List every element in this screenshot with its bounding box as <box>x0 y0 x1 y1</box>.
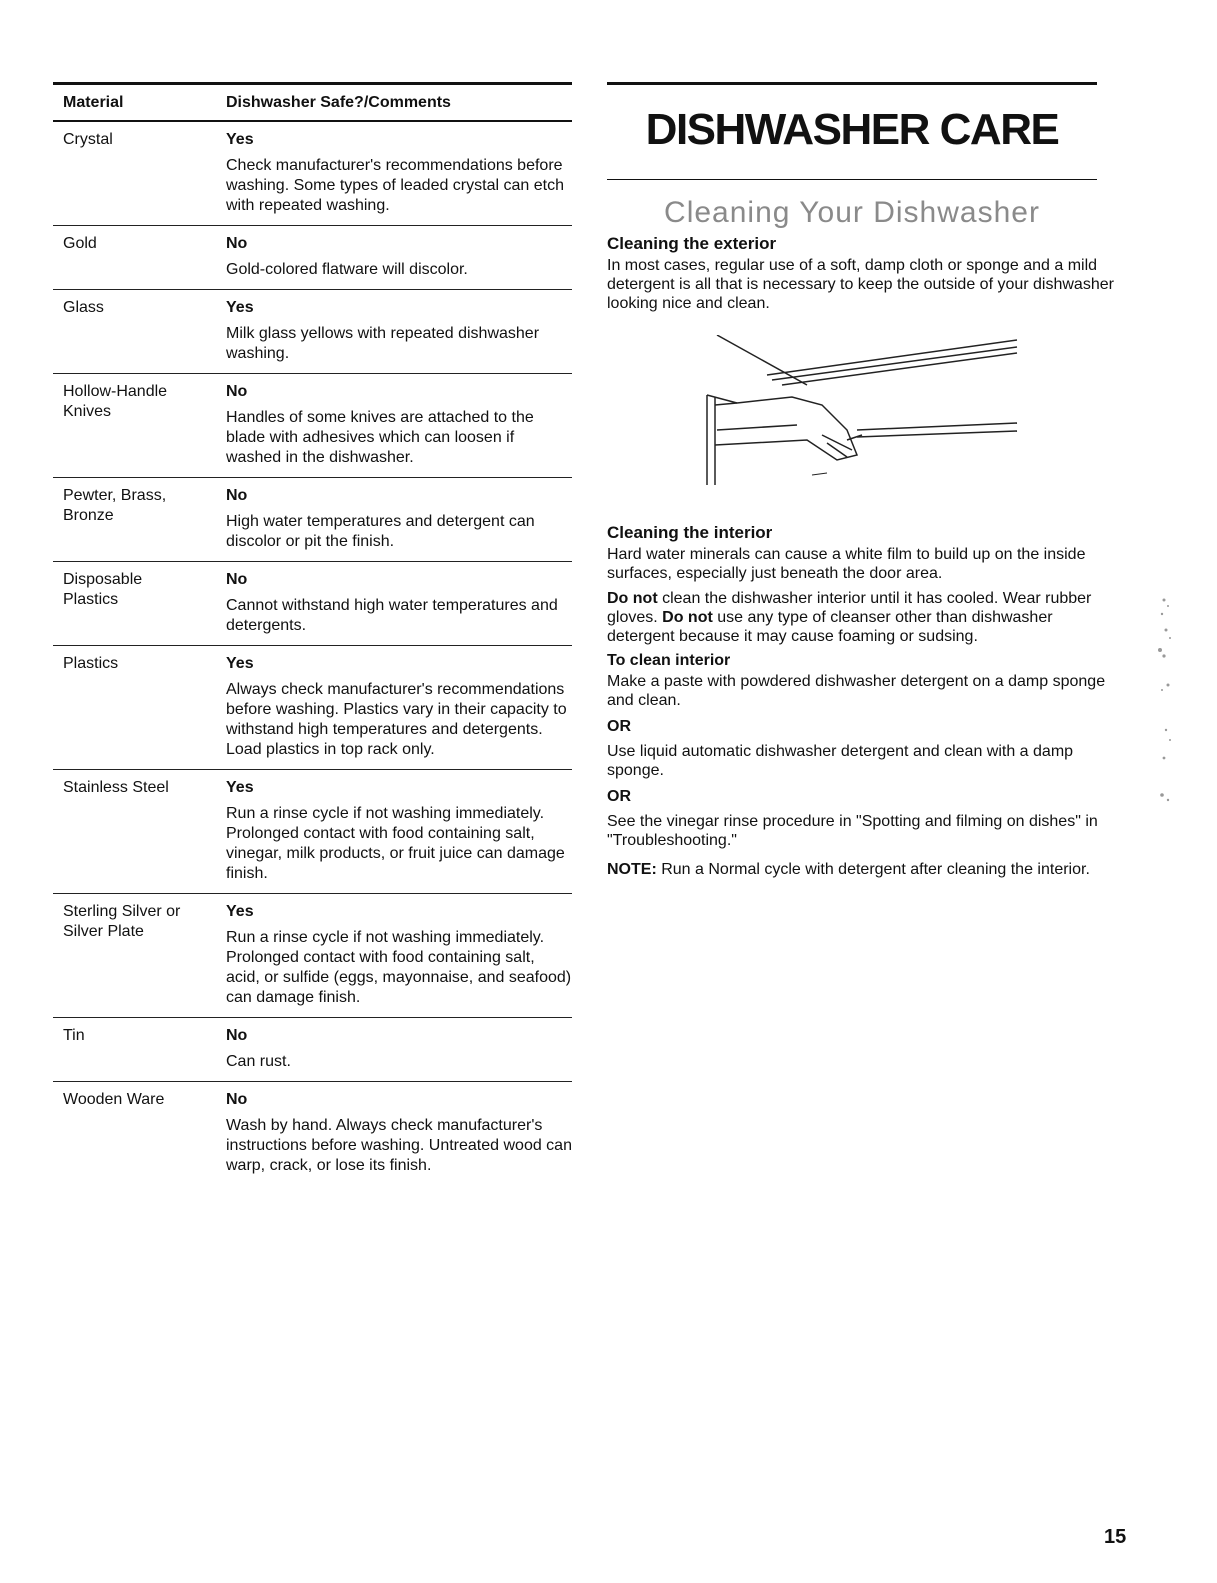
exterior-heading: Cleaning the exterior <box>607 234 777 253</box>
interior-text-2 <box>607 589 1122 646</box>
step-liquid: Use liquid automatic dishwasher detergent and clean with a damp sponge. <box>607 743 1074 779</box>
verdict: No <box>226 1027 248 1044</box>
verdict: No <box>226 487 248 504</box>
table-row <box>53 478 572 562</box>
dishwasher-care-section <box>607 82 1122 879</box>
table-row <box>53 374 572 478</box>
material-cell: Glass <box>63 299 104 316</box>
material-cell: Plastics <box>63 655 119 672</box>
table-body <box>53 122 572 1185</box>
page-number: 15 <box>1104 1526 1127 1548</box>
header-material: Material <box>63 94 124 111</box>
interior-text-1: Hard water minerals can cause a white film to build up on the inside surfaces, especially just beneath the door area. <box>607 546 1086 582</box>
verdict: Yes <box>226 299 254 316</box>
comment-text: Check manufacturer's recommendations before washing. Some types of leaded crystal can etch with repeated washing. <box>226 157 564 214</box>
verdict: No <box>226 235 248 252</box>
top-rule <box>607 82 1097 85</box>
comment-cell <box>226 902 572 1008</box>
comment-cell <box>226 570 572 636</box>
comment-cell <box>226 298 572 364</box>
verdict: Yes <box>226 903 254 920</box>
section-subtitle: Cleaning Your Dishwasher <box>664 196 1040 229</box>
step-vinegar: See the vinegar rinse procedure in "Spotting and filming on dishes" in "Troubleshooting." <box>607 813 1098 849</box>
step-paste: Make a paste with powdered dishwasher detergent on a damp sponge and clean. <box>607 673 1106 709</box>
comment-cell <box>226 1026 572 1072</box>
comment-text: Run a rinse cycle if not washing immediately. Prolonged contact with food containing salt, acid, or sulfide (eggs, mayonnaise, and seafood) can damage finish. <box>226 929 572 1006</box>
to-clean-interior-heading: To clean interior <box>607 652 731 669</box>
wiping-door-illustration-icon <box>697 335 1027 505</box>
comment-text: Gold-colored flatware will discolor. <box>226 261 468 278</box>
note-label: NOTE: <box>607 861 657 878</box>
material-cell: Sterling Silver or Silver Plate <box>63 903 181 940</box>
material-cell: Gold <box>63 235 97 252</box>
material-cell: Hollow-Handle Knives <box>63 383 168 420</box>
verdict: No <box>226 571 248 588</box>
material-cell: Pewter, Brass, Bronze <box>63 487 167 524</box>
comment-text: Always check manufacturer's recommendations before washing. Plastics vary in their capacity to withstand high temperatures and detergents. Load plastics in top rack only. <box>226 681 567 758</box>
do-not-label-2: Do not <box>662 609 713 626</box>
comment-cell <box>226 234 572 280</box>
or-label-1: OR <box>607 718 631 735</box>
comment-cell <box>226 486 572 552</box>
table-row <box>53 770 572 894</box>
table-row <box>53 290 572 374</box>
table-row <box>53 226 572 290</box>
comment-text: High water temperatures and detergent can discolor or pit the finish. <box>226 513 535 550</box>
table-row <box>53 646 572 770</box>
verdict: Yes <box>226 655 254 672</box>
title-rule <box>607 179 1097 180</box>
verdict: No <box>226 383 248 400</box>
material-cell: Wooden Ware <box>63 1091 165 1108</box>
table-row <box>53 894 572 1018</box>
comment-text: Handles of some knives are attached to the blade with adhesives which can loosen if washed in the dishwasher. <box>226 409 534 466</box>
material-cell: Tin <box>63 1027 85 1044</box>
scan-artifact-icon <box>1150 590 1190 810</box>
verdict: Yes <box>226 779 254 796</box>
comment-text: Wash by hand. Always check manufacturer's instructions before washing. Untreated wood can warp, crack, or lose its finish. <box>226 1117 572 1174</box>
table-row <box>53 1082 572 1185</box>
table-row <box>53 562 572 646</box>
comment-text: Cannot withstand high water temperatures and detergents. <box>226 597 558 634</box>
material-cell: Crystal <box>63 131 113 148</box>
comment-cell <box>226 1090 572 1176</box>
materials-table <box>53 82 572 1185</box>
note-text: Run a Normal cycle with detergent after cleaning the interior. <box>656 861 1090 878</box>
interior-text-2b: use any type of cleanser other than dishwasher detergent because it may cause foaming or sudsing. <box>607 609 1053 645</box>
exterior-text: In most cases, regular use of a soft, damp cloth or sponge and a mild detergent is all that is necessary to keep the outside of your dishwasher looking nice and clean. <box>607 257 1114 312</box>
verdict: Yes <box>226 131 254 148</box>
comment-text: Run a rinse cycle if not washing immediately. Prolonged contact with food containing salt, vinegar, milk products, or fruit juice can damage finish. <box>226 805 565 882</box>
comment-text: Milk glass yellows with repeated dishwasher washing. <box>226 325 540 362</box>
table-row <box>53 122 572 226</box>
note-paragraph <box>607 860 1122 879</box>
comment-cell <box>226 654 572 760</box>
do-not-label-1: Do not <box>607 590 658 607</box>
header-comments: Dishwasher Safe?/Comments <box>226 94 451 111</box>
interior-heading: Cleaning the interior <box>607 523 773 542</box>
verdict: No <box>226 1091 248 1108</box>
comment-cell <box>226 130 572 216</box>
or-label-2: OR <box>607 788 631 805</box>
page-title: DISHWASHER CARE <box>645 105 1059 154</box>
interior-text-2a: clean the dishwasher interior until it has cooled. Wear rubber gloves. <box>607 590 1092 626</box>
material-cell: Stainless Steel <box>63 779 169 796</box>
material-cell: Disposable Plastics <box>63 571 143 608</box>
table-row <box>53 1018 572 1082</box>
comment-cell <box>226 778 572 884</box>
table-header <box>53 82 572 122</box>
comment-cell <box>226 382 572 468</box>
comment-text: Can rust. <box>226 1053 291 1070</box>
